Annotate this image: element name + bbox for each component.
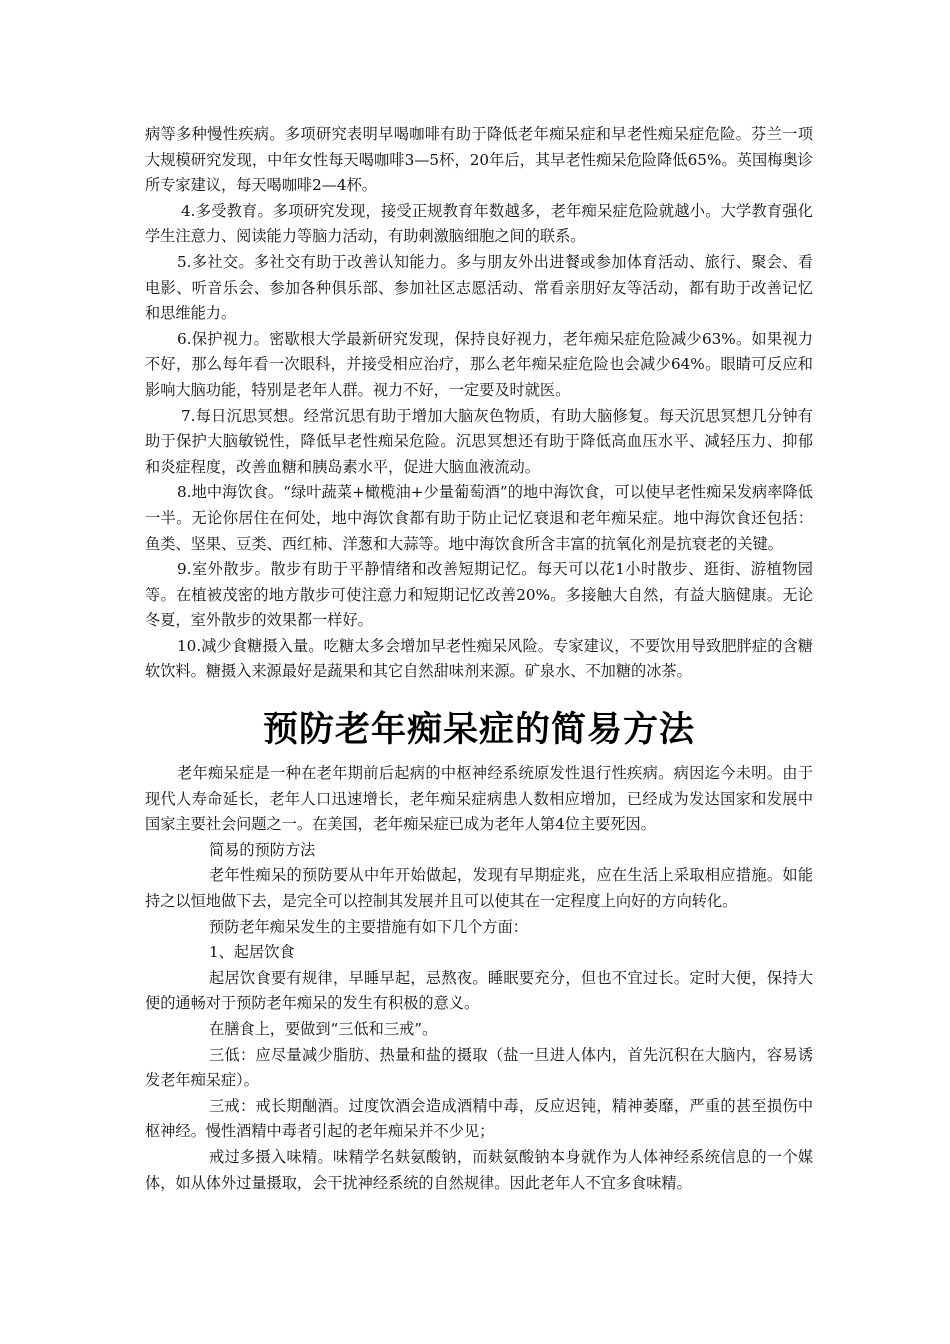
paragraph-education: 4.多受教育。多项研究发现，接受正规教育年数越多，老年痴呆症危险就越小。大学教育强化学生注意力、阅读能力等脑力活动，有助刺激脑细胞之间的联系。: [145, 201, 813, 246]
paragraph-prevention-start: 老年性痴呆的预防要从中年开始做起，发现有早期症兆，应在生活上采取相应措施。如能持之以恒地做下去，是完全可以控制其发展并且可以使其在一定程度上向好的方向转化。: [145, 866, 813, 911]
paragraph-intro: 老年痴呆症是一种在老年期前后起病的中枢神经系统原发性退行性疾病。病因迄今未明。由于现代人寿命延长，老年人口迅速增长，老年痴呆症病患人数相应增加，已经成为发达国家和发展中国家主要社会问题之一。在美国，老年痴呆症已成为老年人第4位主要死因。: [145, 764, 813, 834]
section-title: 预防老年痴呆症的简易方法: [262, 710, 695, 751]
paragraph-outdoor-walk: 9.室外散步。散步有助于平静情绪和改善短期记忆。每天可以花1小时散步、逛街、游植物园等。在植被茂密的地方散步可使注意力和短期记忆改善20%。多接触大自然，有益大脑健康。无论冬夏，室外散步的效果都一样好。: [145, 560, 813, 630]
paragraph-mediterranean-diet: 8.地中海饮食。“绿叶蔬菜+橄榄油+少量葡萄酒”的地中海饮食，可以使早老性痴呆发病率降低一半。无论你居住在何处，地中海饮食都有助于防止记忆衰退和老年痴呆症。地中海饮食还包括：鱼类、坚果、豆类、西红柿、洋葱和大蒜等。地中海饮食所含丰富的抗氧化剂是抗衰老的关键。: [145, 483, 813, 553]
paragraph-main-measures: 预防老年痴呆发生的主要措施有如下几个方面：: [209, 917, 528, 936]
paragraph-no-msg: 戒过多摄入味精。味精学名麸氨酸钠，而麸氨酸钠本身就作为人体神经系统信息的一个媒体，如从体外过量摄取，会干扰神经系统的自然规律。因此老年人不宜多食味精。: [145, 1147, 813, 1192]
paragraph-diet-rule: 在膳食上，要做到“三低和三戒”。: [209, 1020, 438, 1038]
paragraph-meditation: 7.每日沉思冥想。经常沉思有助于增加大脑灰色物质，有助大脑修复。每天沉思冥想几分钟有助于保护大脑敏锐性，降低早老性痴呆危险。沉思冥想还有助于降低高血压水平、减轻压力、抑郁和炎症程度，改善血糖和胰岛素水平，促进大脑血液流动。: [145, 406, 813, 476]
paragraph-social: 5.多社交。多社交有助于改善认知能力。多与朋友外出进餐或参加体育活动、旅行、聚会、看电影、听音乐会、参加各种俱乐部、参加社区志愿活动、常看亲朋好友等活动，都有助于改善记忆和思维能力。: [145, 252, 813, 323]
document-body: [145, 122, 813, 1196]
paragraph-reduce-sugar: 10.减少食糖摄入量。吃糖太多会增加早老性痴呆风险。专家建议，不要饮用导致肥胖症的含糖软饮料。糖摄入来源最好是蔬果和其它自然甜味剂来源。矿泉水、不加糖的冰茶。: [145, 636, 813, 681]
subheading-daily-living: 1、起居饮食: [209, 943, 295, 962]
paragraph-three-lows: 三低：应尽量减少脂肪、热量和盐的摄取（盐一旦进人体内，首先沉积在大脑内，容易诱发老年痴呆症）。: [145, 1045, 813, 1090]
paragraph-regular-routine: 起居饮食要有规律，早睡早起，忌熬夜。睡眠要充分，但也不宜过长。定时大便，保持大便的通畅对于预防老年痴呆的发生有积极的意义。: [145, 968, 813, 1013]
paragraph-no-alcohol: 三戒：戒长期酗酒。过度饮酒会造成酒精中毒，反应迟钝，精神萎靡，严重的甚至损伤中枢神经。慢性酒精中毒者引起的老年痴呆并不少见；: [145, 1096, 813, 1141]
paragraph-coffee-continued: 病等多种慢性疾病。多项研究表明早喝咖啡有助于降低老年痴呆症和早老性痴呆症危险。芬兰一项大规模研究发现，中年女性每天喝咖啡3—5杯，20年后，其早老性痴呆危险降低65%。英国梅奥诊所专家建议，每天喝咖啡2—4杯。: [145, 125, 813, 195]
subheading-prevention-methods: 简易的预防方法: [209, 840, 316, 859]
paragraph-vision: 6.保护视力。密歇根大学最新研究发现，保持良好视力，老年痴呆症危险减少63%。如果视力不好，那么每年看一次眼科，并接受相应治疗，那么老年痴呆症危险也会减少64%。眼睛可反应和影响大脑功能，特别是老年人群。视力不好，一定要及时就医。: [145, 329, 813, 399]
